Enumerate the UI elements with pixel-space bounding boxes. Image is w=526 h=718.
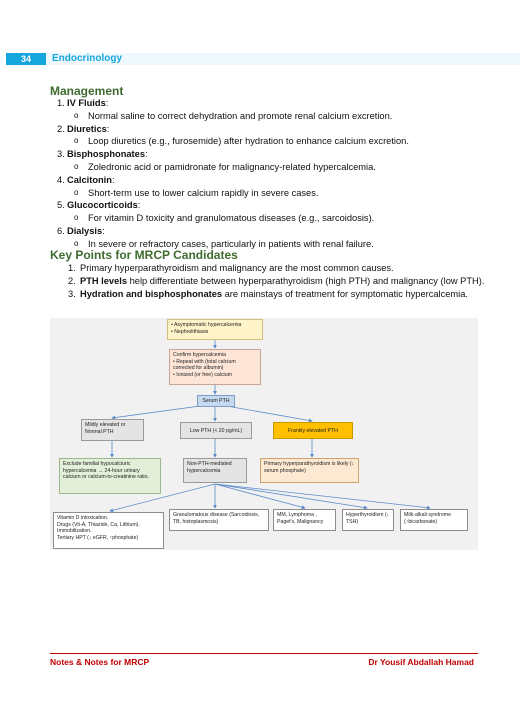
management-subitem (50, 212, 490, 225)
management-item (50, 199, 490, 212)
management-item (50, 148, 490, 161)
box-milk-alkali: Milk-alkali syndrome (↑bicarbonate) (400, 509, 468, 531)
footer-divider (50, 653, 478, 654)
key-point-text: Primary hyperparathyroidism and malignancy are the most common causes. (80, 263, 394, 273)
management-item (50, 174, 490, 187)
subitem-text: Zoledronic acid or pamidronate for malignancy-related hypercalcemia. (88, 161, 376, 172)
management-heading: Management (50, 84, 124, 98)
box-low-pth: Low PTH (< 20 pg/mL) (180, 422, 252, 439)
item-label: Diuretics (67, 123, 107, 134)
box-primary-hpt: Primary hyperparathyroidism is likely (↓ serum phosphate) (260, 458, 359, 483)
bullet-icon: o (74, 187, 79, 197)
item-label: Bisphosphonates (67, 149, 145, 160)
management-subitem (50, 161, 490, 174)
item-label: IV Fluids (67, 98, 106, 108)
key-point-item (50, 275, 490, 288)
box-text: Vitamin D intoxication. (57, 515, 109, 521)
item-suffix: : (102, 225, 105, 236)
management-subitem (50, 135, 490, 148)
item-suffix: : (111, 174, 115, 185)
page-number: 34 (6, 53, 46, 65)
item-number: 6. (57, 225, 65, 236)
box-initial-presentation (167, 319, 263, 340)
bullet-icon: o (74, 161, 79, 171)
key-point-bold: Hydration and bisphosphonates (80, 288, 223, 299)
box-text: • Repeat with (total calcium corrected for albumin) (173, 358, 236, 372)
key-point-item (50, 262, 490, 275)
key-point-item (50, 288, 490, 301)
box-text: • Nephrolithiasis (171, 328, 209, 335)
box-granulomatous: Granulomatous disease (Sarcoidosis, TB, histoplasmosis) (169, 509, 269, 531)
item-number: 5. (57, 200, 65, 211)
management-subitem (50, 187, 490, 200)
box-exclude-fhh: Exclude familial hypocalciuric hypercalcemia → 24-hour urinary calcium or calcium-to-creatinine ratio. (59, 458, 161, 494)
subitem-text: Normal saline to correct dehydration and promote renal calcium excretion. (88, 110, 393, 121)
bullet-icon: o (74, 110, 79, 120)
subitem-text: In severe or refractory cases, particularly in patients with renal failure. (88, 238, 374, 249)
item-number: 3. (57, 149, 65, 160)
footer-book-title: Notes & Notes for MRCP (50, 657, 150, 667)
box-frank-pth: Frankly elevated PTH (273, 422, 353, 439)
box-hyperthyroidism: Hyperthyroidism (↓ TSH) (342, 509, 394, 531)
subitem-text: Loop diuretics (e.g., furosemide) after hydration to enhance calcium excretion. (88, 136, 409, 147)
box-text: Immobilization. (57, 528, 92, 535)
box-confirm-hypercalcemia (169, 349, 261, 385)
key-point-text: are mainstays of treatment for symptomatic hypercalcemia. (222, 288, 468, 299)
item-number: 1. (68, 263, 76, 273)
box-text: Confirm hypercalcemia (173, 352, 227, 358)
item-suffix: : (105, 98, 109, 108)
item-number: 2. (68, 275, 76, 286)
item-suffix: : (145, 149, 148, 160)
box-text: Drugs (Vit-A, Thiazide, Ca, Lithium). (57, 521, 140, 528)
key-point-text: help differentiate between hyperparathyroidism (high PTH) and malignancy (low PTH). (127, 275, 485, 286)
management-item (50, 97, 490, 110)
box-malignancy: MM, Lymphoma , Paget's, Malignancy (273, 509, 336, 531)
item-label: Calcitonin (67, 174, 112, 185)
key-point-bold: PTH levels (80, 275, 128, 286)
box-text: • Asymptomatic hypercalcemia (171, 322, 242, 328)
footer-author: Dr Yousif Abdallah Hamad (368, 657, 474, 667)
bullet-icon: o (74, 136, 79, 146)
management-list (50, 97, 490, 251)
item-label: Glucocorticoids (67, 200, 138, 211)
item-suffix: : (137, 200, 141, 211)
bullet-icon: o (74, 213, 79, 223)
box-vitamin-d-causes (53, 512, 164, 549)
management-item (50, 225, 490, 238)
item-number: 4. (57, 174, 65, 185)
subitem-text: For vitamin D toxicity and granulomatous diseases (e.g., sarcoidosis). (88, 213, 375, 224)
box-text: • Ionized (or free) calcium (173, 371, 232, 378)
subitem-text: Short-term use to lower calcium rapidly in severe cases. (88, 187, 319, 198)
box-serum-pth: Serum PTH (197, 395, 235, 407)
item-number: 2. (57, 123, 65, 134)
box-non-pth-mediated: Non-PTH-mediated hypercalcemia (183, 458, 247, 483)
key-points-heading: Key Points for MRCP Candidates (50, 248, 238, 262)
management-item (50, 123, 490, 136)
box-text: Tertiary HPT (↓ eGFR, ↑phosphate) (57, 534, 139, 541)
box-mild-pth: Mildly elevated or Normal PTH (81, 419, 144, 441)
chapter-title: Endocrinology (52, 53, 122, 64)
bullet-icon: o (74, 238, 79, 248)
key-points-list (50, 262, 490, 300)
hypercalcemia-flowchart (50, 318, 478, 550)
management-subitem (50, 110, 490, 123)
item-suffix: : (106, 123, 110, 134)
item-number: 1. (57, 98, 65, 108)
item-label: Dialysis (67, 225, 103, 236)
item-number: 3. (68, 288, 76, 299)
